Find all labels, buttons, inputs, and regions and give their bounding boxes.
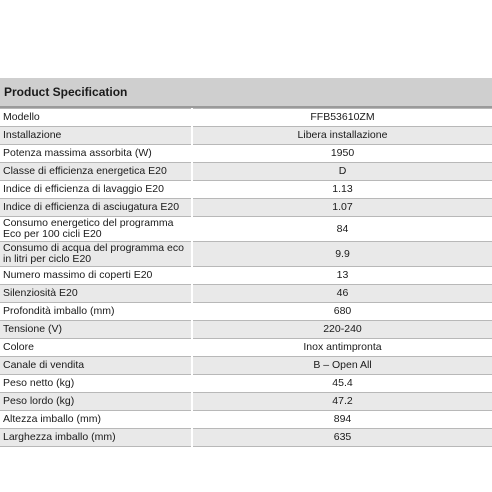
table-row	[0, 429, 492, 447]
spec-value: 47.2	[192, 393, 492, 411]
spec-label: Modello	[0, 109, 192, 127]
spec-label: Profondità imballo (mm)	[0, 303, 192, 321]
table-row	[0, 321, 492, 339]
table-row	[0, 267, 492, 285]
spec-value: 13	[192, 267, 492, 285]
table-row	[0, 339, 492, 357]
spec-label: Indice di efficienza di asciugatura E20	[0, 199, 192, 217]
spec-value: 1950	[192, 145, 492, 163]
spec-label: Consumo di acqua del programma eco in litri per ciclo E20	[0, 242, 192, 267]
spec-value: 635	[192, 429, 492, 447]
spec-label: Numero massimo di coperti E20	[0, 267, 192, 285]
spec-value: B – Open All	[192, 357, 492, 375]
table-row	[0, 303, 492, 321]
spec-value: 45.4	[192, 375, 492, 393]
spec-value: 1.13	[192, 181, 492, 199]
table-row	[0, 199, 492, 217]
spec-value: FFB53610ZM	[192, 109, 492, 127]
spec-value: Inox antimpronta	[192, 339, 492, 357]
spec-value: 894	[192, 411, 492, 429]
spec-value: 1.07	[192, 199, 492, 217]
spec-label: Tensione (V)	[0, 321, 192, 339]
table-row	[0, 163, 492, 181]
spec-header	[0, 78, 492, 108]
spec-label: Larghezza imballo (mm)	[0, 429, 192, 447]
table-row	[0, 127, 492, 145]
spec-value: 84	[192, 217, 492, 242]
spec-label: Indice di efficienza di lavaggio E20	[0, 181, 192, 199]
spec-value: 680	[192, 303, 492, 321]
spec-label: Peso lordo (kg)	[0, 393, 192, 411]
spec-value: 46	[192, 285, 492, 303]
table-row	[0, 285, 492, 303]
spec-label: Colore	[0, 339, 192, 357]
table-row	[0, 393, 492, 411]
table-row	[0, 242, 492, 267]
spec-value: D	[192, 163, 492, 181]
spec-label: Altezza imballo (mm)	[0, 411, 192, 429]
spec-table	[0, 108, 492, 447]
spec-label: Classe di efficienza energetica E20	[0, 163, 192, 181]
table-row	[0, 181, 492, 199]
table-row	[0, 109, 492, 127]
table-row	[0, 375, 492, 393]
spec-value: 9.9	[192, 242, 492, 267]
spec-title: Product Specification	[4, 85, 128, 99]
table-row	[0, 357, 492, 375]
spec-value: 220-240	[192, 321, 492, 339]
spec-label: Consumo energetico del programma Eco per 100 cicli E20	[0, 217, 192, 242]
spec-label: Silenziosità E20	[0, 285, 192, 303]
spec-label: Canale di vendita	[0, 357, 192, 375]
table-row	[0, 145, 492, 163]
spec-value: Libera installazione	[192, 127, 492, 145]
spec-label: Peso netto (kg)	[0, 375, 192, 393]
table-row	[0, 217, 492, 242]
spec-label: Installazione	[0, 127, 192, 145]
table-row	[0, 411, 492, 429]
spec-label: Potenza massima assorbita (W)	[0, 145, 192, 163]
